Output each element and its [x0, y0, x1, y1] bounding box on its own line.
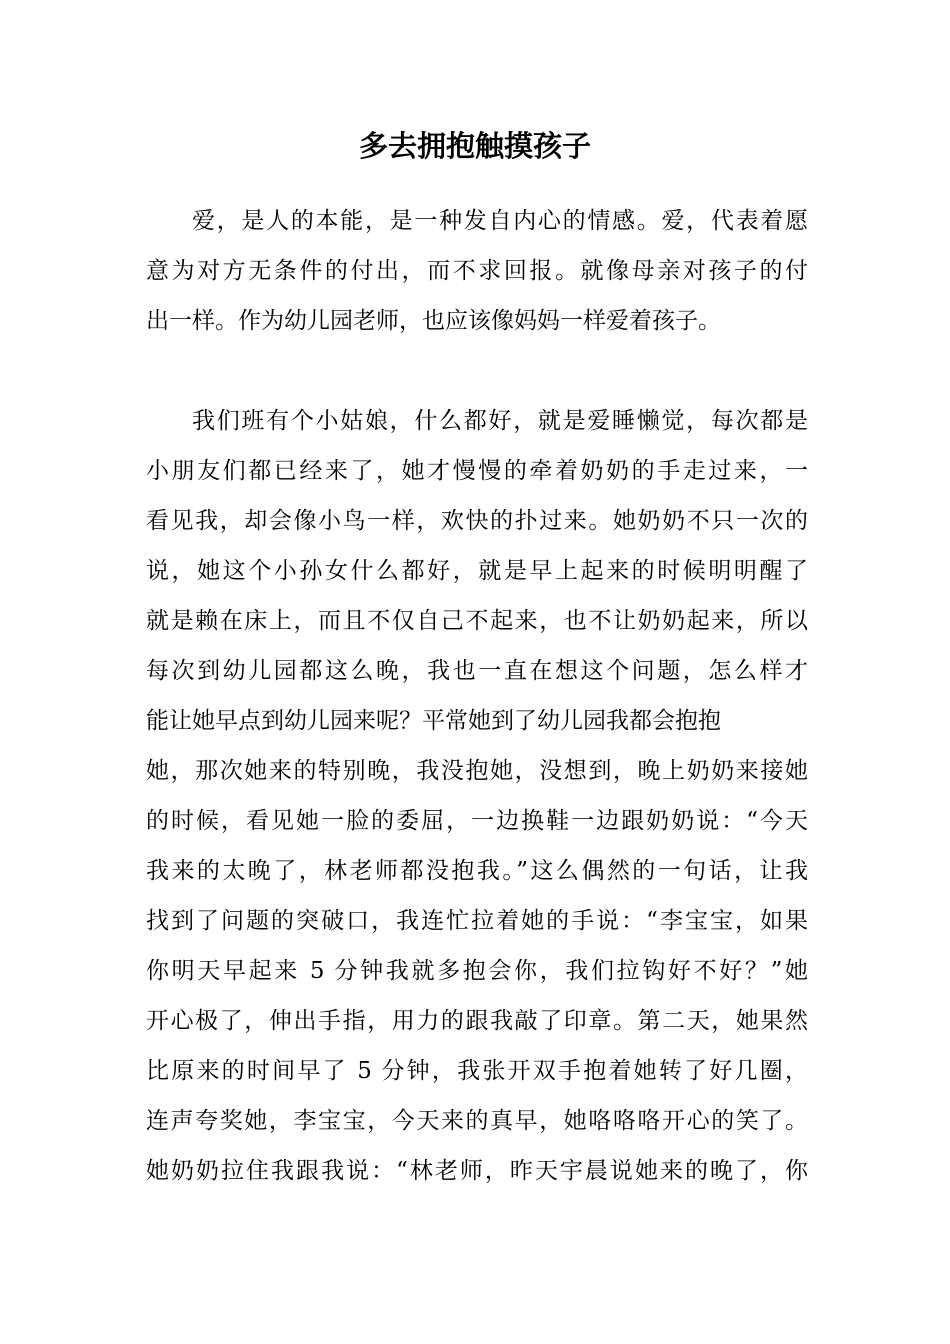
text-line: 你明天早起来 5 分钟我就多抱会你，我们拉钩好不好？”她	[146, 958, 808, 984]
text-line: 找到了问题的突破口，我连忙拉着她的手说：“李宝宝，如果	[146, 908, 808, 934]
text-line: 意为对方无条件的付出，而不求回报。就像母亲对孩子的付	[146, 258, 808, 284]
paragraph-1	[146, 196, 808, 346]
text-line: 就是赖在床上，而且不仅自己不起来，也不让奶奶起来，所以	[146, 608, 808, 634]
text-line: 爱，是人的本能，是一种发自内心的情感。爱，代表着愿	[192, 208, 808, 234]
text-line: 我们班有个小姑娘，什么都好，就是爱睡懒觉，每次都是	[192, 408, 808, 434]
text-line: 小朋友们都已经来了，她才慢慢的牵着奶奶的手走过来，一	[146, 458, 808, 484]
text-line: 看见我，却会像小鸟一样，欢快的扑过来。她奶奶不只一次的	[146, 508, 808, 534]
text-line: 开心极了，伸出手指，用力的跟我敲了印章。第二天，她果然	[146, 1008, 808, 1034]
text-line: 比原来的时间早了 5 分钟，我张开双手抱着她转了好几圈，	[146, 1058, 808, 1084]
text-line: 我来的太晚了，林老师都没抱我。”这么偶然的一句话，让我	[146, 858, 808, 884]
text-line: 能让她早点到幼儿园来呢？平常她到了幼儿园我都会抱抱	[146, 708, 721, 734]
text-line: 出一样。作为幼儿园老师，也应该像妈妈一样爱着孩子。	[146, 308, 721, 334]
paragraph-2	[146, 396, 808, 1196]
document-title: 多去拥抱触摸孩子	[358, 129, 591, 163]
text-line: 说，她这个小孙女什么都好，就是早上起来的时候明明醒了	[146, 558, 808, 584]
text-line: 她奶奶拉住我跟我说：“林老师，昨天宇晨说她来的晚了，你	[146, 1158, 808, 1184]
text-line: 连声夸奖她，李宝宝，今天来的真早，她咯咯咯开心的笑了。	[146, 1108, 808, 1134]
text-line: 每次到幼儿园都这么晚，我也一直在想这个问题，怎么样才	[146, 658, 808, 684]
text-line: 的时候，看见她一脸的委屈，一边换鞋一边跟奶奶说：“今天	[146, 808, 808, 834]
text-line: 她，那次她来的特别晚，我没抱她，没想到，晚上奶奶来接她	[146, 758, 808, 784]
